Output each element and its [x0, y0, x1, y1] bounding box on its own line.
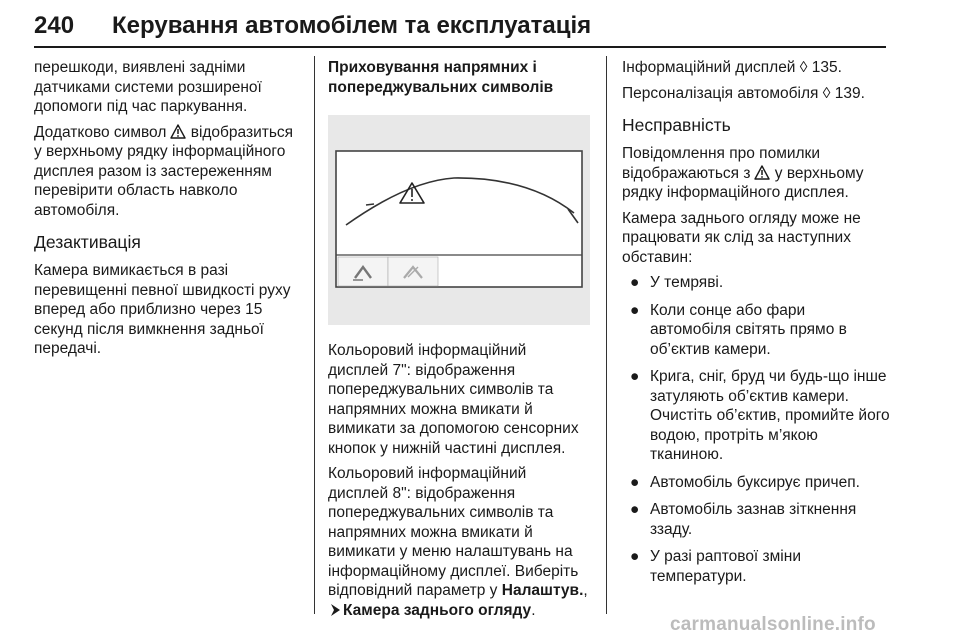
- page-reference-icon: ◊: [822, 84, 831, 102]
- column-1: [34, 58, 304, 365]
- col1-paragraph-1: перешкоди, виявлені задніми датчиками системи розширеної допомоги під час паркування.: [34, 59, 262, 115]
- warning-triangle-icon: [754, 165, 770, 180]
- list-item: [622, 473, 890, 493]
- reference-info-display[interactable]: [622, 58, 890, 78]
- fault-conditions-list: [622, 273, 890, 586]
- col1-paragraph-2-end: відобразиться у верхньому рядку інформаційного дисплея разом із застереженням перевірити область навколо автомобіля.: [34, 123, 294, 219]
- list-item-text: У темряві.: [650, 274, 724, 291]
- column-divider-2: [606, 56, 607, 614]
- list-item-text: Крига, сніг, бруд чи будь-що інше затуляють об’єктив камери. Очистіть об’єктив, промийте його водою, протріть м’якою тканиною.: [650, 368, 890, 463]
- bullet-icon: ●: [630, 501, 640, 518]
- col2-paragraph-2-text: Кольоровий інформаційний дисплей 8": відображення попереджувальних символів та напрямних можна вмикати й вимикати у меню налаштувань на інформаційному дисплеї. Виберіть відповідний параметр у: [328, 465, 579, 599]
- page-reference-icon: ◊: [799, 59, 808, 76]
- page-header: [34, 6, 886, 46]
- bullet-icon: ●: [630, 473, 640, 491]
- list-item-text: Автомобіль буксирує причеп.: [650, 473, 860, 491]
- section-heading-fault: Несправність: [622, 115, 731, 135]
- column-3: [622, 58, 890, 594]
- col2-paragraph-2: [328, 464, 590, 620]
- page-number: 240: [34, 12, 75, 39]
- list-item: [622, 301, 890, 360]
- col2-paragraph-1: Кольоровий інформаційний дисплей 7": відображення попереджувальних символів та напрямних можна вмикати й вимикати за допомогою сенсорних кнопок у нижній частині дисплея.: [328, 342, 579, 457]
- list-item-text: У разі раптової зміни температури.: [650, 548, 801, 585]
- bullet-icon: ●: [630, 274, 640, 291]
- col3-paragraph-1-start: Повідомлення про помилки відображаються з: [622, 145, 820, 182]
- column-2: [328, 58, 590, 626]
- col3-paragraph-2: Камера заднього огляду може не працювати як слід за наступних обставин:: [622, 209, 861, 266]
- settings-menu-label: Налаштув.: [501, 582, 584, 599]
- list-item: [622, 500, 890, 539]
- rear-view-camera-menu-label: Камера заднього огляду: [343, 601, 532, 619]
- bullet-icon: ●: [630, 548, 640, 565]
- col3-paragraph-1: [622, 144, 890, 203]
- list-item: [622, 547, 890, 586]
- list-item-text: Автомобіль зазнав зіткнення ззаду.: [650, 501, 857, 538]
- rear-camera-display-illustration: [328, 115, 590, 325]
- reference-personalization-text: Персоналізація автомобіля: [622, 84, 819, 102]
- bullet-icon: ●: [630, 368, 640, 385]
- period: .: [531, 601, 536, 619]
- col1-paragraph-2-start: Додатково символ: [34, 123, 167, 141]
- comma: ,: [583, 582, 588, 599]
- column-divider-1: [314, 56, 315, 614]
- reference-personalization[interactable]: [622, 84, 890, 104]
- watermark: carmanualsonline.info: [670, 614, 876, 635]
- col1-paragraph-2: [34, 123, 304, 221]
- reference-info-display-page: 135.: [811, 59, 842, 76]
- list-item: [622, 273, 890, 293]
- section-heading-deactivation: Дезактивація: [34, 232, 141, 252]
- page-title: Керування автомобілем та експлуатація: [112, 12, 592, 39]
- list-item: [622, 367, 890, 465]
- warning-triangle-icon: [170, 124, 186, 139]
- bullet-icon: ●: [630, 301, 640, 319]
- list-item-text: Коли сонце або фари автомобіля світять прямо в об’єктив камери.: [650, 301, 847, 358]
- menu-arrow-icon: [330, 604, 341, 616]
- col1-paragraph-3: Камера вимикається в разі перевищенні певної швидкості руху вперед або приблизно через 15 секунд після вимкнення задньої передачі.: [34, 262, 291, 357]
- col3-paragraph-1-end: у верхньому рядку інформаційного дисплея.: [622, 164, 864, 201]
- reference-personalization-page: 139.: [834, 84, 865, 102]
- header-rule: [34, 46, 886, 48]
- reference-info-display-text: Інформаційний дисплей: [622, 59, 796, 76]
- section-heading-hide-guidelines: Приховування напрямних і попереджувальних символів: [328, 59, 554, 96]
